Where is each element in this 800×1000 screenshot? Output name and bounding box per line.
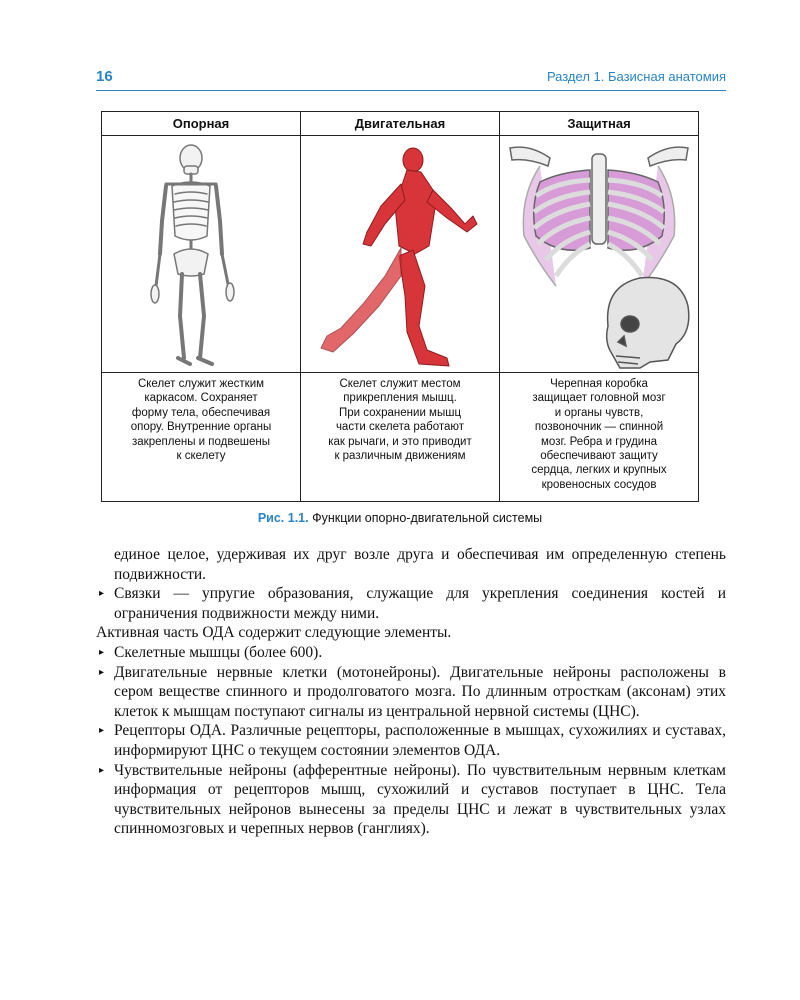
desc-line: части скелета работают: [335, 421, 465, 434]
list-item: [96, 721, 726, 760]
desc-line: Скелет служит жестким: [137, 378, 265, 390]
bullet-marker-icon: ▸: [99, 725, 105, 737]
skeleton-illustration: [102, 136, 301, 373]
description-motor: [301, 373, 500, 502]
muscle-figure-illustration: [301, 136, 500, 373]
desc-line: защищает головной мозг: [532, 392, 666, 405]
desc-line: позвоночник — спинной: [534, 421, 664, 434]
section-title: Раздел 1. Базисная анатомия: [546, 69, 726, 84]
desc-line: опору. Внутренние органы: [130, 421, 272, 434]
desc-line: сердца, легких и крупных: [531, 464, 667, 477]
bullet-text: Скелетные мышцы (более 600).: [114, 643, 323, 661]
desc-line: Черепная коробка: [550, 378, 648, 390]
description-support: [102, 373, 301, 502]
ribcage-icon: [500, 136, 698, 372]
list-item: [96, 643, 726, 663]
desc-line: При сохранении мышц: [338, 406, 462, 419]
caption-text: Функции опорно-двигательной системы: [308, 511, 543, 525]
desc-line: закреплены и подвешены: [132, 435, 270, 448]
list-item: [96, 663, 726, 722]
caption-label: Рис. 1.1.: [257, 511, 309, 525]
continuation-paragraph: единое целое, удерживая их друг возле друга и обеспечивая им определенную степень подвижности.: [114, 546, 726, 583]
page-header: [96, 68, 726, 88]
desc-line: форму тела, обеспечивая: [131, 406, 271, 419]
figure-table: [101, 111, 699, 502]
bullet-marker-icon: ▸: [99, 646, 105, 658]
desc-line: мозг. Ребра и грудина: [541, 435, 657, 448]
body-text: [96, 545, 726, 839]
running-figure-icon: [301, 136, 499, 372]
bullet-text: Чувствительные нейроны (афферентные нейроны). По чувствительным нервным клеткам информация от рецепторов мышц, сухожилий и суставов поступает в ЦНС. Тела чувствительных нейронов вынесены за пределы ЦНС и лежат в чувствительных узлах спинномозговых и черепных нервов (ганглиях).: [114, 761, 726, 838]
bullet-marker-icon: ▸: [99, 764, 105, 776]
bullet-text: Связки — упругие образования, служащие для укрепления соединения костей и ограничения подвижности между ними.: [114, 585, 726, 622]
desc-line: обеспечивают защиту: [540, 450, 658, 463]
figure-caption: [0, 511, 800, 525]
skeleton-icon: [102, 136, 300, 372]
skull-icon: [607, 278, 689, 368]
bullet-text: Двигательные нервные клетки (мотонейроны). Двигательные нейроны расположены в сером веществе спинного и продолговатого мозга. По длинным отросткам (аксонам) этих клеток к мышцам поступают сигналы из центральной нервной системы (ЦНС).: [114, 663, 726, 720]
bullet-text: Рецепторы ОДА. Различные рецепторы, расположенные в мышцах, сухожилиях и суставах, информируют ЦНС о текущем состоянии элементов ОДА.: [114, 722, 726, 759]
desc-line: каркасом. Сохраняет: [144, 392, 258, 405]
description-protective: [500, 373, 699, 502]
desc-line: прикрепления мышц.: [343, 392, 457, 405]
desc-line: и органы чувств,: [554, 406, 644, 419]
desc-line: к скелету: [176, 450, 226, 463]
header-rule: [96, 90, 726, 91]
page-number: 16: [96, 68, 113, 85]
desc-line: Скелет служит местом: [339, 378, 461, 390]
column-header-protective: Защитная: [500, 112, 699, 136]
ribcage-skull-illustration: [500, 136, 699, 373]
bullet-marker-icon: ▸: [99, 588, 105, 600]
desc-line: как рычаги, и это приводит: [328, 435, 472, 448]
column-header-support: Опорная: [102, 112, 301, 136]
bullet-marker-icon: ▸: [99, 666, 105, 678]
desc-line: кровеносных сосудов: [541, 478, 657, 491]
list-item: [96, 584, 726, 623]
column-header-motor: Двигательная: [301, 112, 500, 136]
list-item: [96, 761, 726, 839]
active-part-intro: Активная часть ОДА содержит следующие элементы.: [96, 624, 452, 642]
desc-line: к различным движениям: [334, 450, 466, 463]
